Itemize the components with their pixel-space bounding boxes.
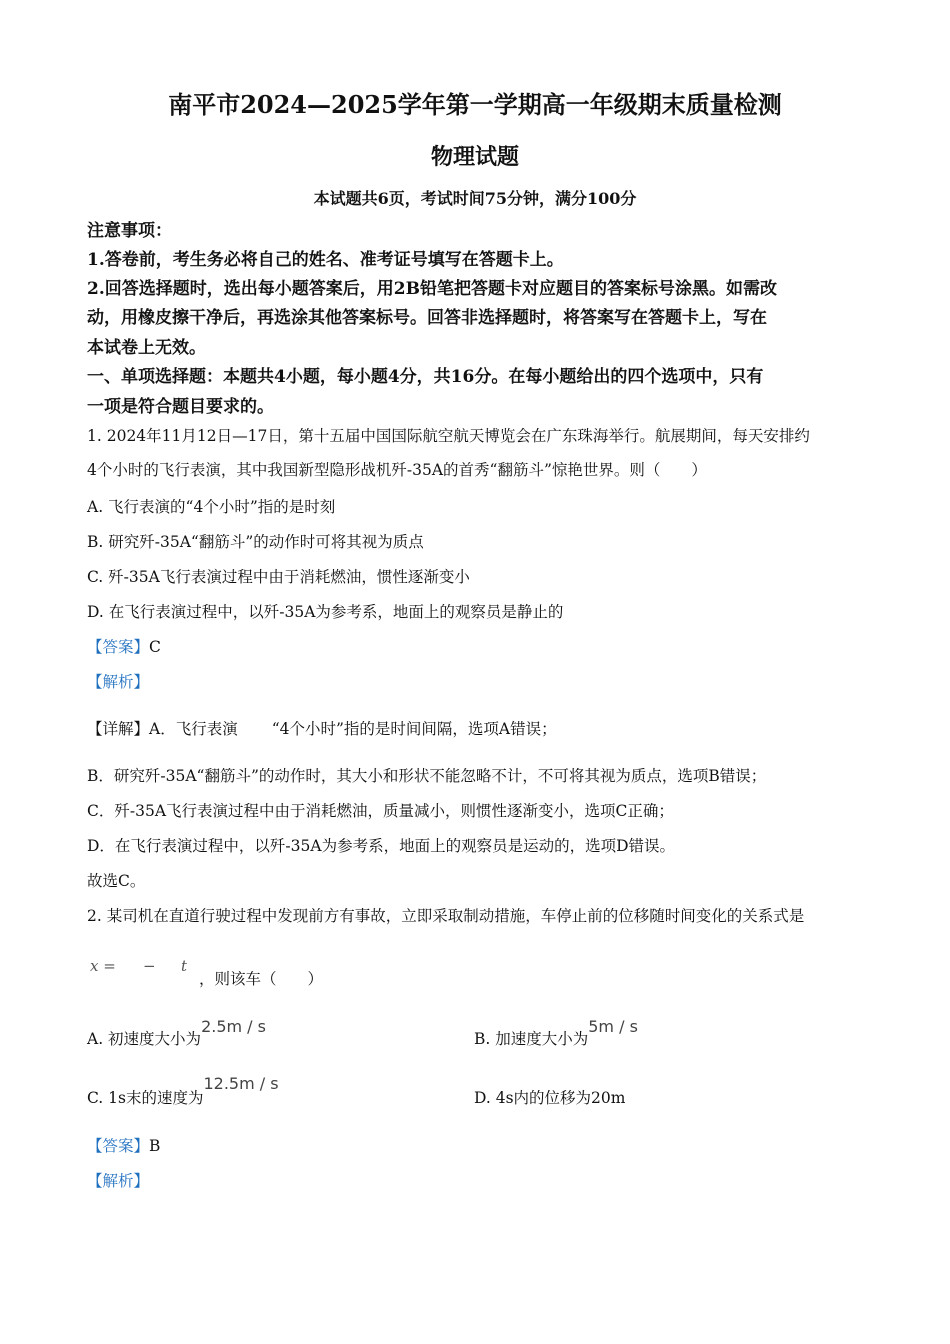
q2-option-a <box>87 1017 266 1049</box>
notice-heading: 注意事项： <box>87 221 172 241</box>
q2-option-c-value: 12.5m / s <box>203 1074 279 1093</box>
section-heading-line-2: 一项是符合题目要求的。 <box>87 397 274 417</box>
q1-detail-d: D．在飞行表演过程中，以歼-35A为参考系，地面上的观察员是运动的，选项D错误。 <box>87 837 676 855</box>
q2-analysis-tag: 【解析】 <box>87 1172 150 1190</box>
q1-conclusion: 故选C。 <box>87 872 146 890</box>
q2-answer-value: B <box>149 1137 161 1155</box>
q1-detail-b: B．研究歼-35A“翻筋斗”的动作时，其大小和形状不能忽略不计，不可将其视为质点，选项B错误； <box>87 767 767 785</box>
q2-option-b <box>474 1017 638 1049</box>
page-title: 南平市2024—2025学年第一学期高一年级期末质量检测 <box>168 90 782 119</box>
notice-item-1: 1.答卷前，考生务必将自己的姓名、准考证号填写在答题卡上。 <box>87 250 564 270</box>
q1-stem-line-1: 1. 2024年11月12日—17日，第十五届中国国际航空航天博览会在广东珠海举行。航展期间，每天安排约 <box>87 427 810 445</box>
q1-detail-c: C．歼-35A飞行表演过程中由于消耗燃油，质量减小，则惯性逐渐变小，选项C正确； <box>87 802 674 820</box>
q2-option-d: D. 4s内的位移为20m <box>474 1089 626 1107</box>
q1-option-b: B. 研究歼-35A“翻筋斗”的动作时可将其视为质点 <box>87 533 424 551</box>
exam-info: 本试题共6页，考试时间75分钟，满分100分 <box>313 189 637 208</box>
q1-detail-tag: 【详解】 <box>87 720 150 738</box>
q2-answer-tag: 【答案】 <box>87 1137 150 1155</box>
q1-analysis-tag: 【解析】 <box>87 673 150 691</box>
q1-answer-tag: 【答案】 <box>87 638 150 656</box>
q2-stem-tail: ，则该车（ ） <box>199 970 324 988</box>
q2-formula-minus: − <box>143 957 156 975</box>
q1-option-c: C. 歼-35A飞行表演过程中由于消耗燃油，惯性逐渐变小 <box>87 568 470 586</box>
q1-option-d: D. 在飞行表演过程中，以歼-35A为参考系，地面上的观察员是静止的 <box>87 603 564 621</box>
q2-formula-t: t <box>181 957 188 975</box>
q2-option-c-text: C. 1s末的速度为 <box>87 1089 204 1107</box>
notice-item-2-line-2: 动，用橡皮擦干净后，再选涂其他答案标号。回答非选择题时，将答案写在答题卡上，写在 <box>87 308 767 328</box>
q2-option-a-value: 2.5m / s <box>201 1017 266 1036</box>
q1-detail-a-pre: A．飞行表演 <box>149 720 238 738</box>
q2-option-a-text: A. 初速度大小为 <box>87 1030 202 1048</box>
q2-option-c <box>87 1074 279 1108</box>
q2-option-b-text: B. 加速度大小为 <box>474 1030 589 1048</box>
q2-option-b-value: 5m / s <box>588 1017 638 1036</box>
notice-item-2-line-3: 本试卷上无效。 <box>87 338 206 358</box>
q1-detail-a-post: “4个小时”指的是时间间隔，选项A错误； <box>271 720 557 738</box>
section-heading-line-1: 一、单项选择题：本题共4小题，每小题4分，共16分。在每小题给出的四个选项中，只有 <box>87 367 764 387</box>
q2-stem-line-1: 2. 某司机在直道行驶过程中发现前方有事故，立即采取制动措施，车停止前的位移随时间变化的关系式是 <box>87 907 805 925</box>
q1-stem-line-2: 4个小时的飞行表演，其中我国新型隐形战机歼-35A的首秀“翻筋斗”惊艳世界。则（ ） <box>87 461 707 479</box>
subject-title: 物理试题 <box>430 144 519 170</box>
q1-answer <box>87 635 161 657</box>
q2-formula-x: x = <box>90 957 116 975</box>
notice-item-2-line-1: 2.回答选择题时，选出每小题答案后，用2B铅笔把答题卡对应题目的答案标号涂黑。如需改 <box>87 279 777 299</box>
q1-answer-value: C <box>149 638 161 656</box>
q1-option-a: A. 飞行表演的“4个小时”指的是时刻 <box>87 498 336 516</box>
q1-detail-a <box>87 717 557 739</box>
q2-answer <box>87 1134 160 1156</box>
